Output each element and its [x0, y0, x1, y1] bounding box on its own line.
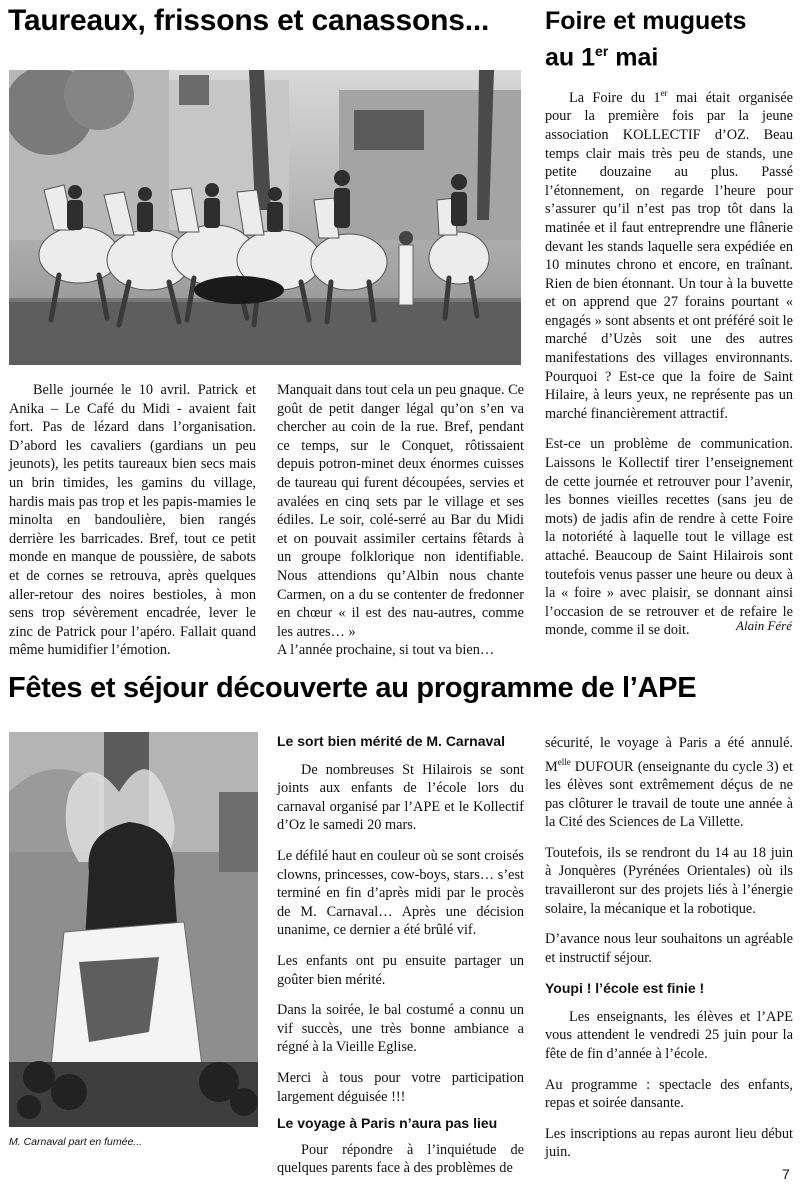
subhead-carnaval: Le sort bien mérité de M. Carnaval — [277, 733, 505, 749]
headline-foire-line-1: Foire et muguets — [545, 7, 747, 35]
photo-carnaval-burning — [9, 732, 258, 1127]
ape-c1-paragraph-2: Le défilé haut en couleur où se sont croisés clowns, princesses, cow-boys, stars… s’est terminé en fin d’après midi par le procès de M. Carnaval… Après une décision unanime, ce dernier a été brûlé vif. — [277, 847, 524, 939]
photo-horses-riders — [9, 70, 521, 365]
ape-c2-paragraph-3: D’avance nous leur souhaitons un agréable et instructif séjour. — [545, 931, 793, 966]
ape-c1-paragraph-6: Pour répondre à l’inquiétude de quelques parents face à des problèmes de — [277, 1141, 524, 1177]
headline-ape: Fêtes et séjour découverte au programme de l’APE — [8, 672, 697, 704]
taureaux-paragraph-2: Manquait dans tout cela un peu gnaque. Ce goût de petit danger légal qu’on s’en va chercher au coin de la rue. Bref, pendant ce temps, sur le Conquet, rôtissaient depuis potron-minet deux énormes cuisses de taureau qui furent découpées, servies et avalées en cinq sets par le village et ses édiles. Le soir, colé-serré au Bar du Midi et on pouvait assimiler certains fêtards à un groupe folklorique non identifiable. Nous attendions qu’Albin nous chante Carmen, on a du se contenter de fredonner en chœur « il est des nau-autres, comme les autres… » — [277, 382, 524, 640]
photo-caption: M. Carnaval part en fumée... — [9, 1136, 143, 1148]
ape-c2-paragraph-2: Toutefois, ils se rendront du 14 au 18 juin à Jonquères (Pyrénées Orientales) où ils travailleront sur des projets liés à l’énergie solaire, la mécanique et la robotique. — [545, 844, 793, 917]
ape-column-2 — [545, 734, 793, 1174]
ape-c2-paragraph-4: Les enseignants, les élèves et l’APE vous attendent le vendredi 25 juin pour la fête de fin d’année à l’école. — [545, 1008, 793, 1063]
ape-c2-paragraph-1: sécurité, le voyage à Paris a été annulé. $M^{elle}$ DUFOUR (enseignante du cycle 3) et les élèves sont extrêmement déçus de ne pas clôturer le travail de toute une année à la Cité des Sciences de La Villette. — [545, 735, 793, 831]
foire-column — [545, 84, 793, 652]
ape-c2-paragraph-5: Au programme : spectacle des enfants, repas et soirée dansante. — [545, 1076, 793, 1112]
ape-c1-paragraph-5: Merci à tous pour votre participation largement déguisée !!! — [277, 1069, 524, 1105]
ape-column-1 — [277, 732, 524, 1190]
taureaux-paragraph-1: Belle journée le 10 avril. Patrick et Anika – Le Café du Midi - avaient fait fort. Pas de lézard dans l’organisation. D’abord les cavaliers (gardians un peu jeunots), les petits taureaux bien secs mais un brin timides, les gamins du village, hardis mais pas trop et les papis-mamies le minolta en bandoulière, bien rangés derrière les barricades. Bref, tout ce petit monde en manque de poussière, de sabots et de cornes se retrouva, après quelques aller-retour des noires bestioles, à mon sens trop sévèrement encadrée, lever le zinc de Patrick pour l’apéro. Fallait quand même humidifier l’émotion. — [9, 382, 256, 659]
foire-paragraph-2: Est-ce un problème de communication. Laissons le Kollectif tirer l’enseignement de cette journée et retrouver pour l’avenir, les bonnes vieilles recettes (sans jeu de mots) de jadis afin de rendre à cette Foire la notoriété à laquelle tout le village est attaché. Beaucoup de Saint Hilairois sont toutefois venus passer une heure ou deux à la « foire » avec plaisir, se donnant ainsi l’occasion de se retrouver et de refaire le monde, comme il se doit. — [545, 436, 793, 639]
ape-c1-paragraph-1: De nombreuses St Hilairois se sont joints aux enfants de l’école lors du carnaval organisé par l’APE et le Kollectif d’Oz le samedi 20 mars. — [277, 761, 524, 834]
foire-signature: Alain Féré — [736, 618, 792, 633]
horses-illustration — [9, 70, 521, 365]
carnaval-illustration — [9, 732, 258, 1127]
headline-foire-line-2: au 1er mai — [545, 43, 659, 72]
headline-taureaux: Taureaux, frissons et canassons... — [8, 4, 490, 37]
foire-paragraph-1: La Foire du 1er mai était organisée pour la première fois par la jeune association KOLLECTIF d’OZ. Beau temps clair mais très peu de stands, une petite douzaine au plus. Passé l’étonnement, on regarde l’heure pour s’assurer qu’il n’est pas trop tôt dans la matinée et il faut entreprendre une flânerie devant les stands laquelle sera expédiée en 10 minutes chrono et encore, en traînant. Rien de bien étonnant. Un tour à la buvette et on apprend que 27 forains pourtant « engagés » sont absents et ont préféré soit le marché d’Uzès soit une des autres manifestations des villages environnants. Pourquoi ? Est-ce que la foire de Saint Hilaire, à leurs yeux, ne représente pas un marché financièrement attractif. — [545, 88, 793, 422]
subhead-ecole-finie: Youpi ! l’école est finie ! — [545, 980, 705, 997]
page-number: 7 — [782, 1166, 790, 1182]
ape-c1-paragraph-3: Les enfants ont pu ensuite partager un goûter bien mérité. — [277, 952, 524, 988]
subhead-voyage-paris: Le voyage à Paris n’aura pas lieu — [277, 1115, 498, 1132]
taureaux-column-1 — [9, 381, 256, 672]
headline-foire-muguets — [545, 6, 795, 72]
ape-c1-paragraph-4: Dans la soirée, le bal costumé a connu un vif succès, une très bonne ambiance a régné à la Vieille Eglise. — [277, 1002, 524, 1056]
ape-c2-paragraph-6: Les inscriptions au repas auront lieu début juin. — [545, 1125, 793, 1161]
taureaux-column-2 — [277, 381, 524, 660]
taureaux-closing-line: A l’année prochaine, si tout va bien… — [277, 642, 495, 659]
